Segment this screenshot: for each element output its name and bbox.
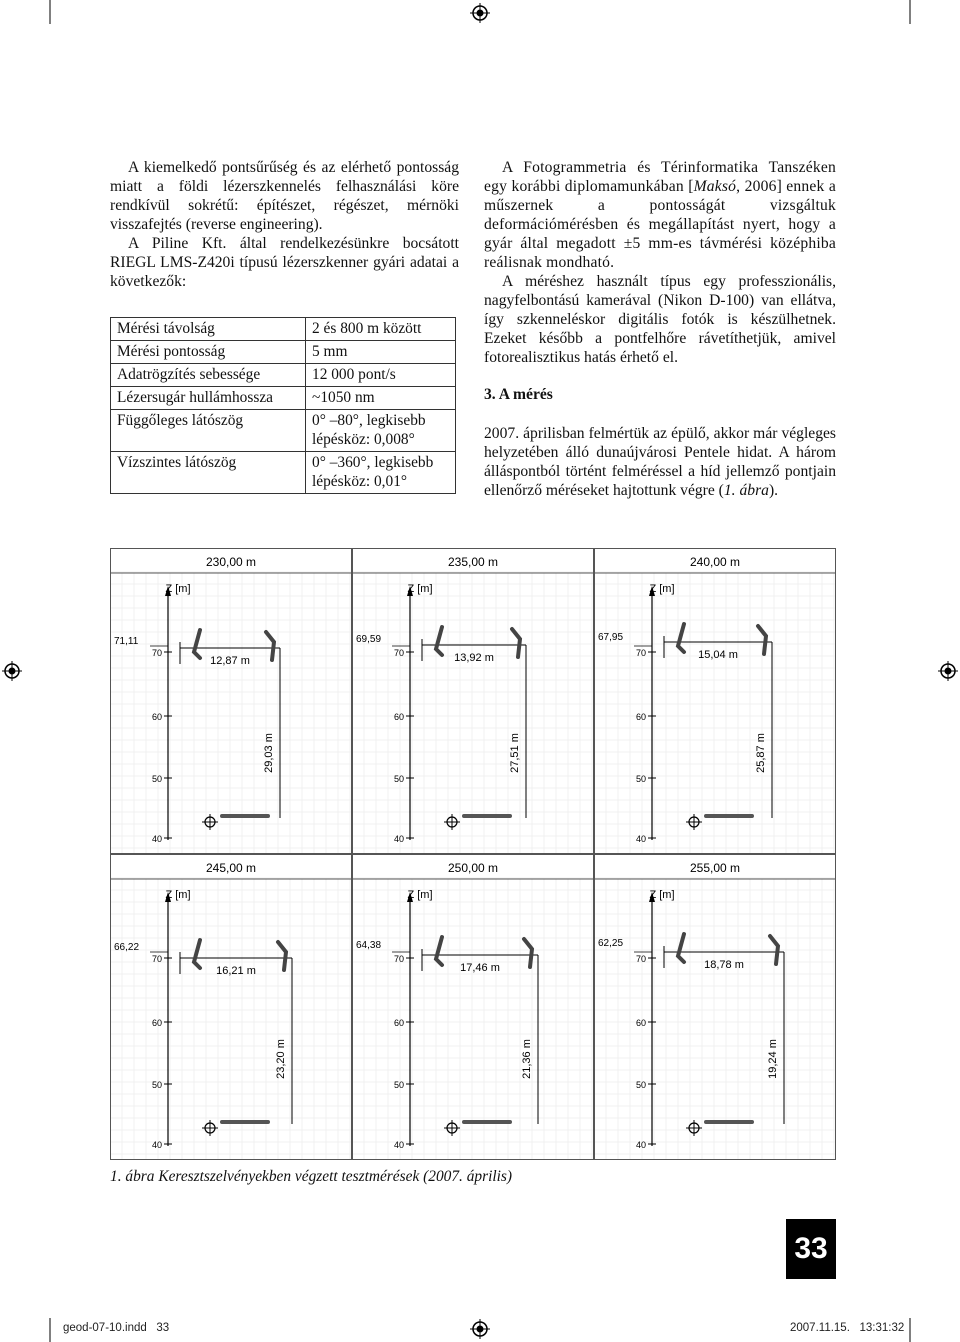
y-tick-label: 50 [151, 1080, 162, 1090]
y-tick-label: 40 [151, 1140, 162, 1150]
cross-section-panel [594, 854, 836, 1160]
height-label: 27,51 m [509, 733, 521, 773]
left-value: 67,95 [598, 632, 624, 643]
footer-file: geod-07-10.indd 33 [63, 1322, 170, 1334]
y-tick-label: 50 [393, 1080, 404, 1090]
y-tick-label: 60 [635, 1018, 646, 1028]
spec-row [111, 387, 456, 410]
spec-row [111, 364, 456, 387]
parapet-left [436, 937, 442, 965]
height-label: 23,20 m [275, 1039, 287, 1079]
panel-border [111, 855, 352, 1160]
y-tick-label: 40 [151, 834, 162, 844]
section-heading: 3. A mérés [484, 386, 553, 403]
cross-section-panel [594, 548, 836, 854]
spec-label: Vízszintes látószög [111, 452, 306, 494]
y-tick-label: 60 [151, 1018, 162, 1028]
cross-section-panel [352, 548, 594, 854]
y-tick-label: 60 [635, 712, 646, 722]
width-label: 18,78 m [704, 959, 744, 971]
z-axis-label: Z [m] [649, 889, 675, 901]
y-tick-label: 40 [635, 1140, 646, 1150]
width-label: 12,87 m [210, 655, 250, 667]
width-label: 13,92 m [454, 652, 494, 664]
y-tick-label: 70 [151, 954, 162, 964]
z-axis-label: Z [m] [407, 889, 433, 901]
y-tick-label: 70 [635, 648, 646, 658]
scanner-paragraph: A Piline Kft. által rendelkezésünkre bocsátott RIEGL LMS-Z420i típusú lézerszkenner gyári adatai a következők: [110, 235, 459, 290]
y-tick-label: 60 [393, 1018, 404, 1028]
z-axis-label: Z [m] [407, 583, 433, 595]
spec-row [111, 452, 456, 494]
spec-value: ~1050 nm [306, 387, 456, 410]
panel-title: 255,00 m [689, 861, 741, 875]
figure-caption: 1. ábra Keresztszelvényekben végzett tesztmérések (2007. április) [110, 1168, 513, 1185]
y-tick-label: 60 [393, 712, 404, 722]
cross-section-panel [110, 548, 352, 854]
intro-paragraph: A kiemelkedő pontsűrűség és az elérhető pontosság miatt a földi lézerszkennelés felhasználási köre rendkívül sokrétű: építészet, régészet, mérnöki visszafejtés (reverse engineering). [110, 159, 459, 233]
left-column [110, 158, 459, 291]
z-axis-label: Z [m] [165, 583, 191, 595]
height-label: 29,03 m [263, 733, 275, 773]
spec-row [111, 341, 456, 364]
y-tick-label: 40 [393, 834, 404, 844]
spec-value: 2 és 800 m között [306, 318, 456, 341]
y-tick-label: 50 [635, 774, 646, 784]
y-tick-label: 40 [635, 834, 646, 844]
camera-paragraph: A méréshez használt típus egy professzionális, nagyfelbontású kamerával (Nikon D-100) van ellátva, így szkenneléskor digitális fotók is készülhetnek. Ezeket később a pontfelhőre rávetíthetjük, amivel fotorealisztikus hatás érhető el. [484, 273, 836, 366]
spec-value: 0° –80°, legkisebb lépésköz: 0,008° [306, 410, 456, 452]
spec-table [110, 317, 456, 494]
panel-title: 230,00 m [205, 555, 257, 569]
left-value: 62,25 [598, 938, 624, 949]
parapet-left [678, 624, 684, 652]
spec-label: Lézersugár hullámhossza [111, 387, 306, 410]
panel-border [111, 549, 352, 854]
y-tick-label: 60 [151, 712, 162, 722]
width-label: 15,04 m [698, 649, 738, 661]
z-axis-label: Z [m] [649, 583, 675, 595]
footer-timestamp: 2007.11.15. 13:31:32 [790, 1322, 905, 1334]
parapet-left [436, 627, 442, 655]
spec-label: Adatrögzítés sebessége [111, 364, 306, 387]
y-tick-label: 70 [393, 648, 404, 658]
cross-section-panel [110, 854, 352, 1160]
spec-row [111, 410, 456, 452]
height-label: 21,36 m [521, 1039, 533, 1079]
y-tick-label: 70 [151, 648, 162, 658]
parapet-left [194, 940, 200, 968]
measurement-paragraph: 2007. áprilisban felmértük az épülő, akkor már végleges helyzetében álló dunaújvárosi Pentele hidat. A három álláspontból történt felméréssel a híd jellemző pontjain ellenőrző méréseket hajtottunk végre (1. ábra). [484, 425, 836, 499]
left-value: 71,11 [114, 636, 139, 647]
panel-title: 250,00 m [447, 861, 499, 875]
panel-border [595, 549, 836, 854]
panel-border [353, 855, 594, 1160]
spec-value: 5 mm [306, 341, 456, 364]
y-tick-label: 50 [635, 1080, 646, 1090]
z-axis-label: Z [m] [165, 889, 191, 901]
panel-border [353, 549, 594, 854]
tanszek-paragraph: A Fotogrammetria és Térinformatika Tanszéken egy korábbi diplomamunkában [Maksó, 2006] ennek a műszernek a pontosságát vizsgáltuk deformációmérésben és megállapítást nyert, hogy a gyár által megadott ±5 mm-es távmérési középhiba reálisnak mondható. [484, 159, 836, 271]
y-tick-label: 70 [393, 954, 404, 964]
left-value: 66,22 [114, 942, 140, 953]
spec-value: 12 000 pont/s [306, 364, 456, 387]
spec-value: 0° –360°, legkisebb lépésköz: 0,01° [306, 452, 456, 494]
width-label: 16,21 m [216, 965, 256, 977]
spec-row [111, 318, 456, 341]
right-column [484, 158, 836, 500]
y-tick-label: 50 [393, 774, 404, 784]
parapet-right [512, 629, 520, 657]
panel-border [595, 855, 836, 1160]
panel-title: 240,00 m [689, 555, 741, 569]
left-value: 64,38 [356, 940, 382, 951]
panel-title: 245,00 m [205, 861, 257, 875]
panel-title: 235,00 m [447, 555, 499, 569]
spec-label: Mérési távolság [111, 318, 306, 341]
left-value: 69,59 [356, 634, 382, 645]
spec-label: Függőleges látószög [111, 410, 306, 452]
page-number: 33 [786, 1219, 836, 1279]
y-tick-label: 50 [151, 774, 162, 784]
width-label: 17,46 m [460, 962, 500, 974]
y-tick-label: 70 [635, 954, 646, 964]
height-label: 25,87 m [755, 733, 767, 773]
y-tick-label: 40 [393, 1140, 404, 1150]
height-label: 19,24 m [767, 1039, 779, 1079]
parapet-right [524, 939, 532, 967]
cross-section-panel [352, 854, 594, 1160]
spec-label: Mérési pontosság [111, 341, 306, 364]
parapet-right [278, 942, 286, 970]
figure [110, 548, 836, 1160]
